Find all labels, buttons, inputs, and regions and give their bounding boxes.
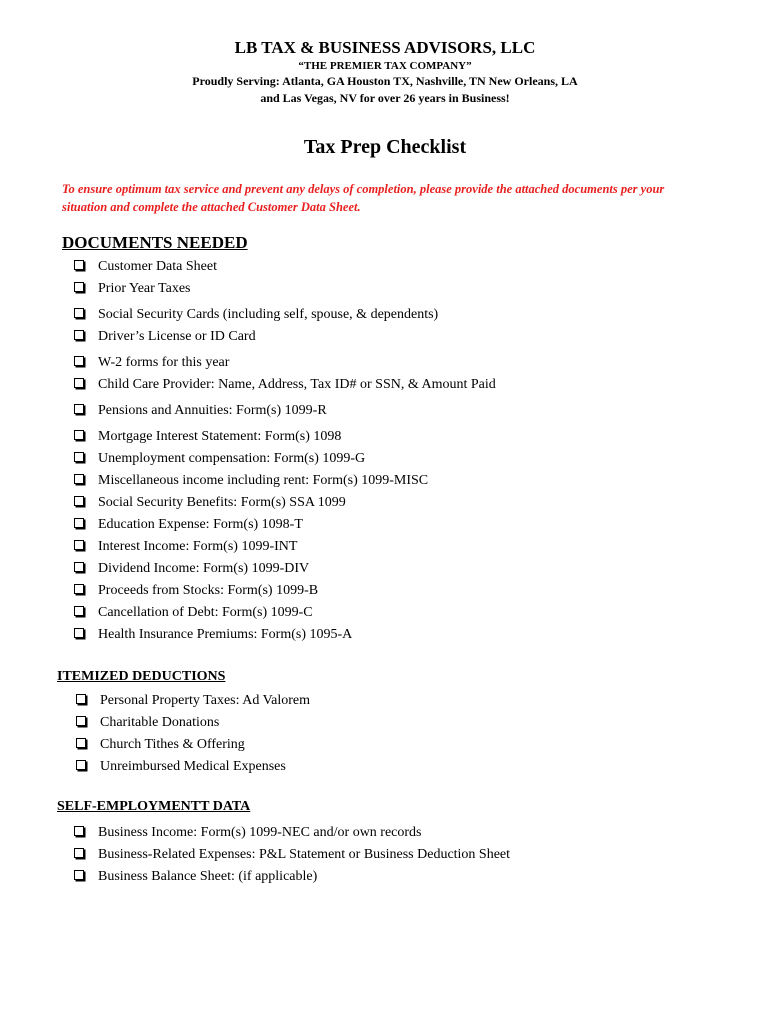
checkbox-icon[interactable]: [76, 716, 86, 726]
checkbox-icon[interactable]: [74, 282, 84, 292]
checkbox-icon[interactable]: [74, 496, 84, 506]
checklist-item[interactable]: [76, 756, 310, 778]
checklist-item-label: Dividend Income: Form(s) 1099-DIV: [98, 561, 310, 576]
checkbox-icon[interactable]: [76, 694, 86, 704]
service-locations-line-1: Proudly Serving: Atlanta, GA Houston TX, Nashville, TN New Orleans, LA: [192, 74, 578, 88]
self-employment-checklist: [74, 822, 510, 888]
checkbox-icon[interactable]: [74, 430, 84, 440]
checklist-item[interactable]: [74, 256, 496, 278]
checklist-item[interactable]: [74, 326, 496, 348]
checkbox-icon[interactable]: [74, 826, 84, 836]
checkbox-icon[interactable]: [74, 628, 84, 638]
checklist-item[interactable]: [74, 602, 496, 624]
checklist-item-label: Proceeds from Stocks: Form(s) 1099-B: [98, 583, 319, 598]
documents-checklist: [74, 256, 496, 646]
checklist-item-label: W-2 forms for this year: [98, 355, 230, 370]
checklist-item[interactable]: [74, 400, 496, 422]
checklist-item[interactable]: [74, 844, 510, 866]
checklist-item[interactable]: [74, 426, 496, 448]
checkbox-icon[interactable]: [74, 260, 84, 270]
checklist-item-label: Miscellaneous income including rent: Form(s) 1099-MISC: [98, 473, 429, 488]
checkbox-icon[interactable]: [74, 308, 84, 318]
checklist-item[interactable]: [74, 278, 496, 300]
checklist-item-label: Health Insurance Premiums: Form(s) 1095-A: [98, 627, 353, 642]
checkbox-icon[interactable]: [74, 870, 84, 880]
checklist-item-label: Unemployment compensation: Form(s) 1099-G: [98, 451, 366, 466]
checkbox-icon[interactable]: [74, 562, 84, 572]
checklist-item-label: Business Balance Sheet: (if applicable): [98, 869, 318, 884]
checklist-item[interactable]: [74, 304, 496, 326]
checklist-item-label: Driver’s License or ID Card: [98, 329, 256, 344]
checklist-item-label: Mortgage Interest Statement: Form(s) 1098: [98, 429, 342, 444]
checklist-item-label: Church Tithes & Offering: [100, 737, 245, 752]
checklist-item[interactable]: [76, 734, 310, 756]
checkbox-icon[interactable]: [74, 378, 84, 388]
checkbox-icon[interactable]: [76, 738, 86, 748]
checklist-item-label: Social Security Benefits: Form(s) SSA 1099: [98, 495, 346, 510]
section-heading-itemized-deductions: ITEMIZED DEDUCTIONS: [57, 669, 226, 684]
checklist-item-label: Business Income: Form(s) 1099-NEC and/or own records: [98, 825, 422, 840]
checkbox-icon[interactable]: [74, 848, 84, 858]
checklist-item-label: Customer Data Sheet: [98, 259, 217, 274]
checkbox-icon[interactable]: [74, 540, 84, 550]
checklist-item-label: Interest Income: Form(s) 1099-INT: [98, 539, 298, 554]
service-locations: [0, 73, 770, 107]
checklist-item-label: Personal Property Taxes: Ad Valorem: [100, 693, 311, 708]
checklist-item-label: Education Expense: Form(s) 1098-T: [98, 517, 303, 532]
company-name: LB TAX & BUSINESS ADVISORS, LLC: [234, 38, 536, 57]
checklist-item[interactable]: [74, 448, 496, 470]
checklist-item[interactable]: [74, 580, 496, 602]
checklist-item-label: Child Care Provider: Name, Address, Tax ID# or SSN, & Amount Paid: [98, 377, 496, 392]
company-tagline: “THE PREMIER TAX COMPANY”: [298, 60, 472, 72]
checkbox-icon[interactable]: [74, 452, 84, 462]
checklist-item[interactable]: [74, 514, 496, 536]
checklist-item-label: Social Security Cards (including self, spouse, & dependents): [98, 307, 439, 322]
itemized-deductions-checklist: [76, 690, 310, 778]
checkbox-icon[interactable]: [74, 330, 84, 340]
checklist-item[interactable]: [74, 470, 496, 492]
checklist-item-label: Pensions and Annuities: Form(s) 1099-R: [98, 403, 327, 418]
section-heading-self-employment: SELF-EMPLOYMENTT DATA: [57, 799, 251, 814]
checkbox-icon[interactable]: [74, 518, 84, 528]
checklist-item-label: Charitable Donations: [100, 715, 220, 730]
checklist-item[interactable]: [74, 352, 496, 374]
checkbox-icon[interactable]: [74, 356, 84, 366]
intro-instructions: To ensure optimum tax service and prevent any delays of completion, please provide the attached documents per your situation and complete the attached Customer Data Sheet.: [62, 182, 665, 214]
checklist-item[interactable]: [74, 624, 496, 646]
checklist-item[interactable]: [74, 374, 496, 396]
checklist-item[interactable]: [74, 558, 496, 580]
checklist-item[interactable]: [74, 822, 510, 844]
checklist-item[interactable]: [76, 712, 310, 734]
section-heading-documents: DOCUMENTS NEEDED: [62, 233, 248, 252]
checklist-item-label: Business-Related Expenses: P&L Statement or Business Deduction Sheet: [98, 847, 511, 862]
checkbox-icon[interactable]: [74, 404, 84, 414]
checkbox-icon[interactable]: [74, 474, 84, 484]
checklist-item[interactable]: [76, 690, 310, 712]
checklist-item[interactable]: [74, 866, 510, 888]
checklist-item-label: Unreimbursed Medical Expenses: [100, 759, 286, 774]
service-locations-line-2: and Las Vegas, NV for over 26 years in Business!: [260, 91, 510, 105]
checkbox-icon[interactable]: [74, 584, 84, 594]
checklist-item[interactable]: [74, 536, 496, 558]
checkbox-icon[interactable]: [74, 606, 84, 616]
checkbox-icon[interactable]: [76, 760, 86, 770]
checklist-item-label: Prior Year Taxes: [98, 281, 191, 296]
checklist-item[interactable]: [74, 492, 496, 514]
page-title: Tax Prep Checklist: [303, 136, 467, 158]
checklist-item-label: Cancellation of Debt: Form(s) 1099-C: [98, 605, 313, 620]
